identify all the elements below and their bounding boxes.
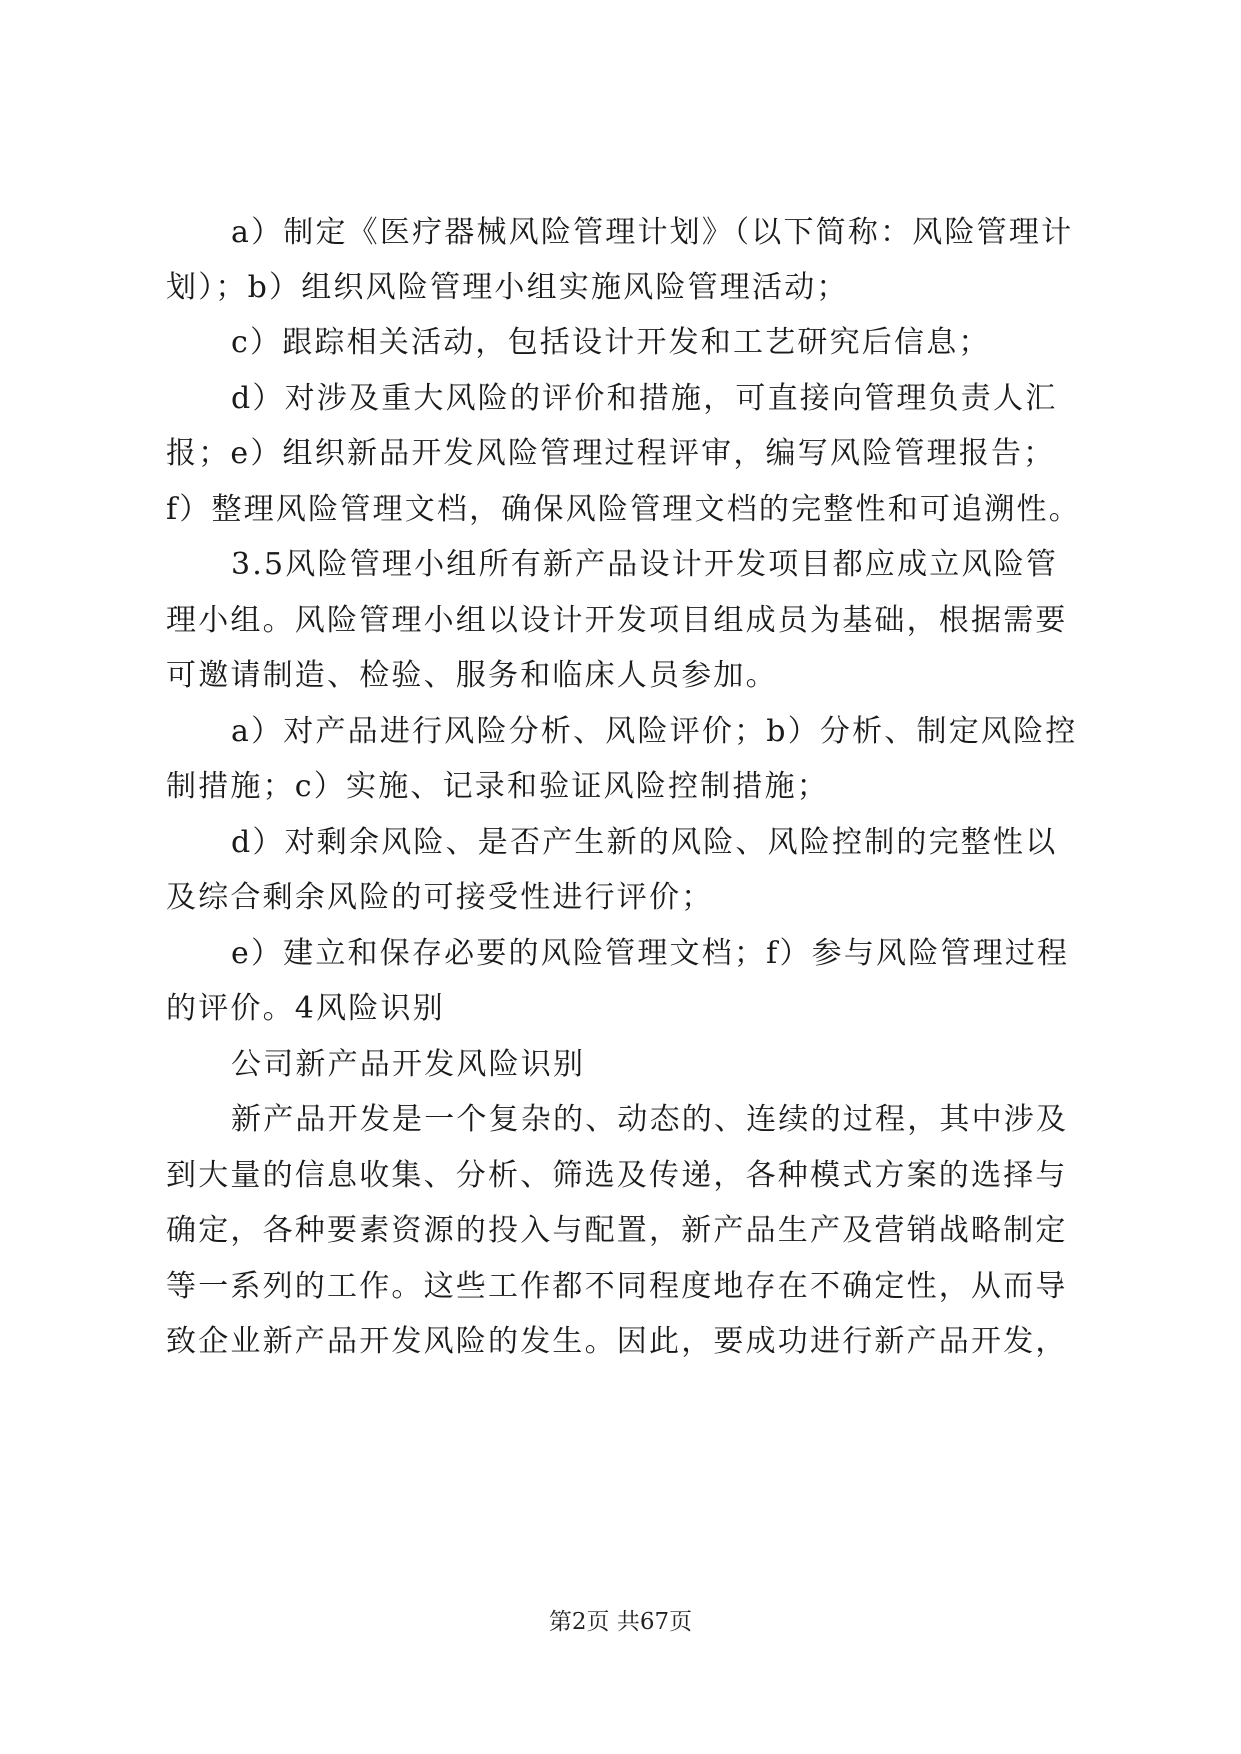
- text-line: 致企业新产品开发风险的发生。因此，要成功进行新产品开发，: [166, 1324, 1068, 1359]
- text-line: 制措施；c）实施、记录和验证风险控制措施；: [166, 769, 830, 804]
- text-line: d）对涉及重大风险的评价和措施，可直接向管理负责人汇: [231, 381, 1058, 416]
- text-line: 及综合剩余风险的可接受性进行评价；: [166, 880, 714, 915]
- text-line: 可邀请制造、检验、服务和临床人员参加。: [166, 658, 778, 693]
- text-line: e）建立和保存必要的风险管理文档；f）参与风险管理过程: [231, 936, 1070, 971]
- section-heading: 公司新产品开发风险识别: [231, 1047, 586, 1082]
- text-line: c）跟踪相关活动，包括设计开发和工艺研究后信息；: [231, 325, 991, 360]
- text-line: 3.5风险管理小组所有新产品设计开发项目都应成立风险管: [231, 547, 1059, 582]
- text-line: 新产品开发是一个复杂的、动态的、连续的过程，其中涉及: [231, 1102, 1069, 1137]
- text-line: a）制定《医疗器械风险管理计划》（以下简称：风险管理计: [231, 215, 1074, 250]
- page-number-footer: 第2页 共67页: [548, 1609, 693, 1635]
- text-line: 到大量的信息收集、分析、筛选及传递，各种模式方案的选择与: [166, 1158, 1068, 1193]
- text-line: 报；e）组织新品开发风险管理过程评审，编写风险管理报告；: [166, 436, 1056, 471]
- text-line: 的评价。4风险识别: [166, 991, 445, 1026]
- text-line: 划）；b）组织风险管理小组实施风险管理活动；: [166, 270, 849, 305]
- text-line: d）对剩余风险、是否产生新的风险、风险控制的完整性以: [231, 825, 1058, 860]
- text-line: 理小组。风险管理小组以设计开发项目组成员为基础，根据需要: [166, 603, 1068, 638]
- text-line: f）整理风险管理文档，确保风险管理文档的完整性和可追溯性。: [166, 492, 1081, 527]
- text-line: 等一系列的工作。这些工作都不同程度地存在不确定性，从而导: [166, 1269, 1068, 1304]
- text-line: 确定，各种要素资源的投入与配置，新产品生产及营销战略制定: [166, 1213, 1068, 1248]
- text-line: a）对产品进行风险分析、风险评价；b）分析、制定风险控: [231, 714, 1078, 749]
